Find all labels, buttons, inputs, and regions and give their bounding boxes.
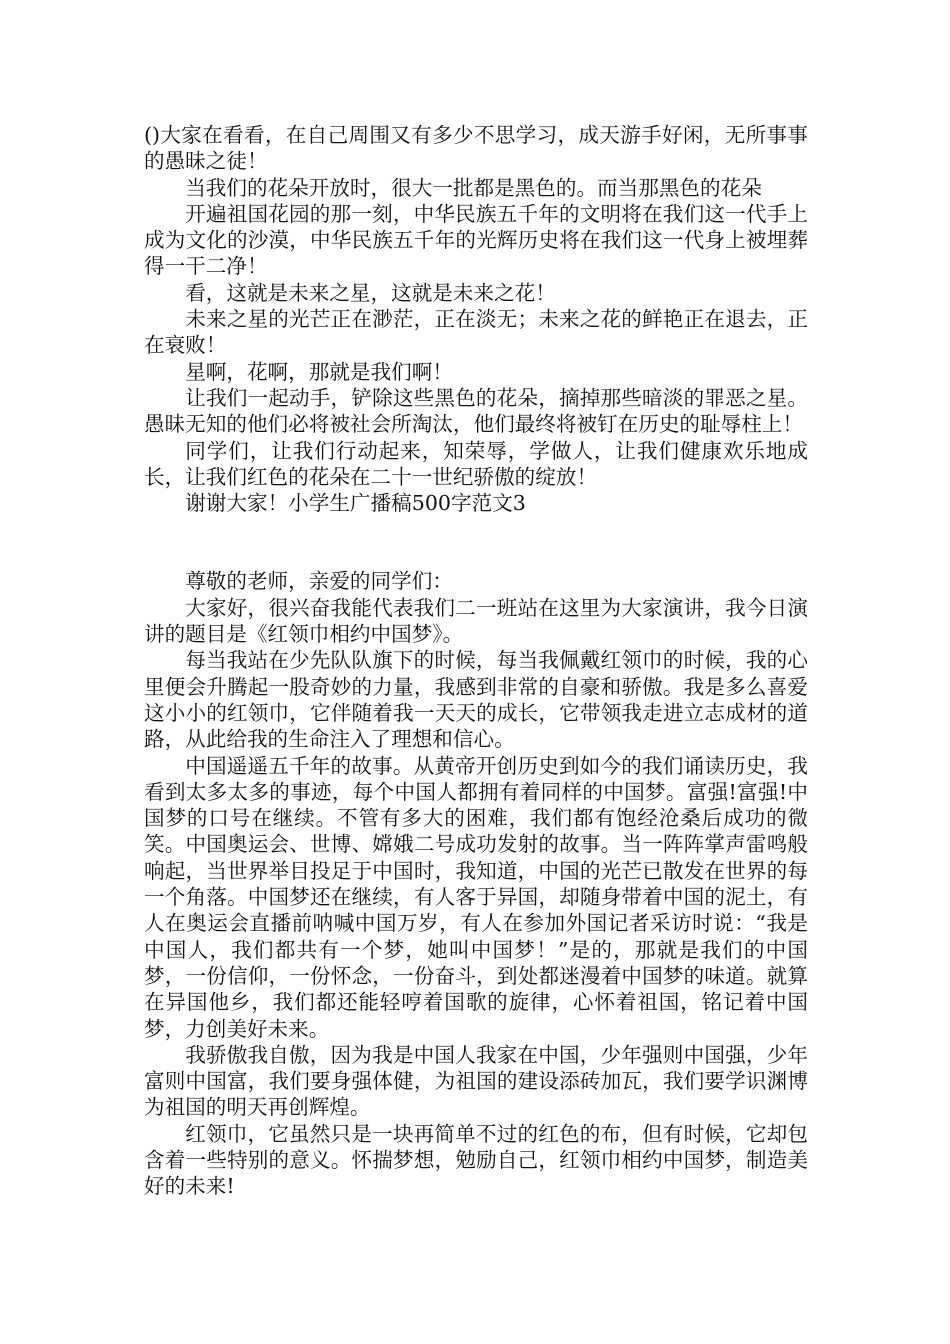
paragraph: 看，这就是未来之星，这就是未来之花！ bbox=[185, 280, 556, 305]
paragraph: ()大家在看看，在自己周围又有多少不思学习，成天游手好闲，无所事事的愚昧之徒！ bbox=[144, 123, 808, 174]
paragraph: 大家好，很兴奋我能代表我们二一班站在这里为大家演讲，我今日演讲的题目是《红领巾相约中国梦》。 bbox=[144, 595, 808, 647]
paragraph: 未来之星的光芒正在渺茫，正在淡无；未来之花的鲜艳正在退去，正在衰败！ bbox=[144, 307, 808, 358]
paragraph: 当我们的花朵开放时，很大一批都是黑色的。而当那黑色的花朵 bbox=[185, 175, 762, 200]
paragraph: 同学们，让我们行动起来，知荣辱，学做人，让我们健康欢乐地成长，让我们红色的花朵在二十一世纪骄傲的绽放！ bbox=[144, 438, 808, 489]
paragraph: 开遍祖国花园的那一刻，中华民族五千年的文明将在我们这一代手上成为文化的沙漠，中华民族五千年的光辉历史将在我们这一代身上被埋葬得一干二净！ bbox=[144, 201, 808, 279]
section-gap bbox=[144, 516, 808, 568]
paragraph: 让我们一起动手，铲除这些黑色的花朵，摘掉那些暗淡的罪恶之星。愚昧无知的他们必将被社会所淘汰，他们最终将被钉在历史的耻辱柱上！ bbox=[144, 385, 808, 437]
paragraph: 每当我站在少先队队旗下的时候，每当我佩戴红领巾的时候，我的心里便会升腾起一股奇妙的力量，我感到非常的自豪和骄傲。我是多么喜爱这小小的红领巾，它伴随着我一天天的成长，它带领我走进立志成材的道路，从此给我的生命注入了理想和信心。 bbox=[144, 648, 808, 752]
section-heading: 谢谢大家！小学生广播稿500字范文3 bbox=[185, 491, 526, 516]
paragraph: 红领巾，它虽然只是一块再简单不过的红色的布，但有时候，它却包含着一些特别的意义。怀揣梦想，勉励自己，红领巾相约中国梦，制造美好的未来! bbox=[144, 1121, 808, 1199]
paragraph: 我骄傲我自傲，因为我是中国人我家在中国，少年强则中国强，少年富则中国富，我们要身强体健，为祖国的建设添砖加瓦，我们要学识渊博为祖国的明天再创辉煌。 bbox=[144, 1042, 808, 1120]
salutation: 尊敬的老师，亲爱的同学们： bbox=[185, 569, 453, 594]
document-page bbox=[144, 122, 808, 1200]
paragraph: 中国遥遥五千年的故事。从黄帝开创历史到如今的我们诵读历史，我看到太多太多的事迹，每个中国人都拥有着同样的中国梦。富强!富强!中国梦的口号在继续。不管有多大的困难，我们都有饱经沧桑后成功的微笑。中国奥运会、世博、嫦娥二号成功发射的故事。当一阵阵掌声雷鸣般响起，当世界举目投足于中国时，我知道，中国的光芒已散发在世界的每一个角落。中国梦还在继续，有人客于异国，却随身带着中国的泥土，有人在奥运会直播前呐喊中国万岁，有人在参加外国记者采访时说：“我是中国人，我们都共有一个梦，她叫中国梦！”是的，那就是我们的中国梦，一份信仰，一份怀念，一份奋斗，到处都迷漫着中国梦的味道。就算在异国他乡，我们都还能轻哼着国歌的旋律，心怀着祖国，铭记着中国梦，力创美好未来。 bbox=[144, 753, 808, 1041]
paragraph: 星啊，花啊，那就是我们啊！ bbox=[185, 359, 453, 384]
